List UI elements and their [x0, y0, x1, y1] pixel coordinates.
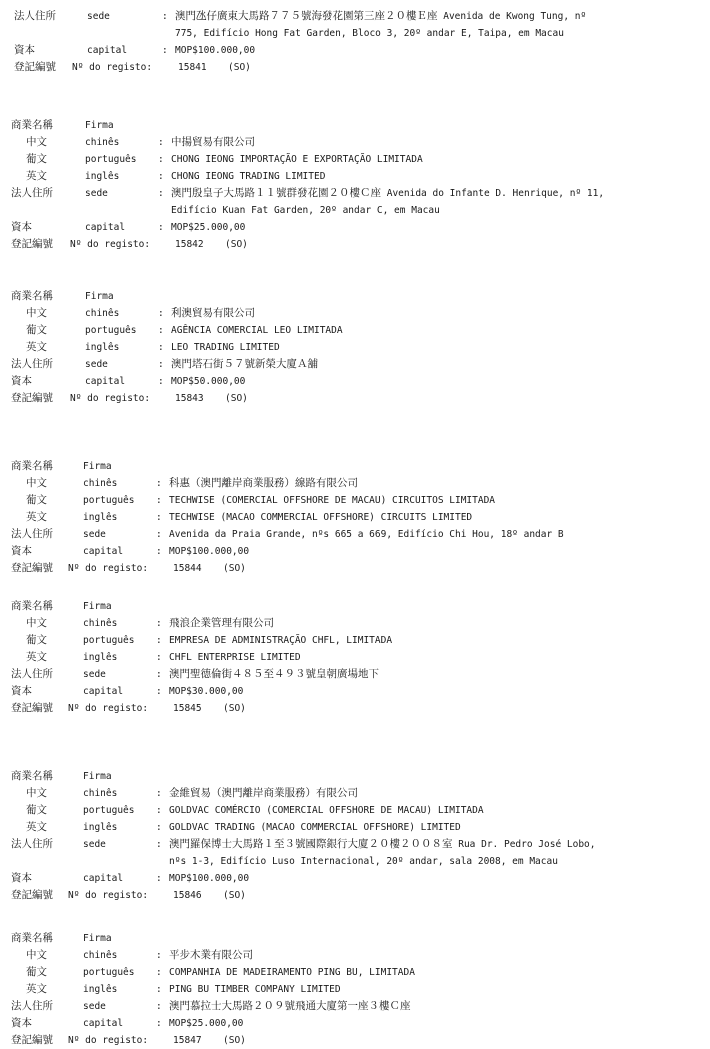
capital-label-pt: capital	[83, 686, 124, 697]
capital-value: MOP$30.000,00	[169, 686, 244, 697]
chines-row	[0, 134, 710, 151]
sede-label-cn: 法人住所	[11, 838, 53, 850]
firma-row	[0, 598, 710, 615]
company-name-portuguese: CHONG IEONG IMPORTAÇÃO E EXPORTAÇÃO LIMITADA	[171, 154, 423, 165]
firma-row	[0, 458, 710, 475]
company-name-english: CHFL ENTERPRISE LIMITED	[169, 652, 301, 663]
ingles-row	[0, 509, 710, 526]
ingles-row	[0, 168, 710, 185]
capital-value: MOP$50.000,00	[171, 376, 246, 387]
sede-value	[171, 356, 318, 373]
registo-number: 15842	[175, 239, 204, 250]
ingles-label-cn: 英文	[26, 341, 47, 353]
registo-number: 15845	[173, 703, 202, 714]
company-name-chinese-text: 飛浪企業管理有限公司	[169, 617, 274, 629]
ingles-label-cn: 英文	[26, 983, 47, 995]
firma-row	[0, 117, 710, 134]
capital-value: MOP$25.000,00	[171, 222, 246, 233]
sede-value-pt: Rua Dr. Pedro José Lobo,	[452, 839, 596, 850]
capital-value: MOP$25.000,00	[169, 1018, 244, 1029]
sede-value	[169, 666, 379, 683]
ingles-label-pt: inglês	[83, 822, 118, 833]
registo-label-cn: 登記編號	[11, 889, 53, 901]
ingles-label-cn: 英文	[26, 511, 47, 523]
firma-row	[0, 930, 710, 947]
colon: :	[162, 45, 168, 56]
colon: :	[158, 376, 164, 387]
registo-number: 15847	[173, 1035, 202, 1046]
chines-label-cn: 中文	[26, 307, 47, 319]
portugues-label-cn: 葡文	[26, 804, 47, 816]
registo-number: 15843	[175, 393, 204, 404]
colon: :	[156, 788, 162, 799]
chines-row	[0, 475, 710, 492]
chines-label-cn: 中文	[26, 136, 47, 148]
ingles-label-cn: 英文	[26, 170, 47, 182]
sede-continuation-row	[0, 202, 710, 219]
ingles-label-cn: 英文	[26, 821, 47, 833]
ingles-label-cn: 英文	[26, 651, 47, 663]
colon: :	[156, 635, 162, 646]
sede-row	[0, 8, 710, 25]
registo-so: (SO)	[225, 393, 248, 404]
registo-label-cn: 登記編號	[11, 238, 53, 250]
portugues-label-pt: português	[83, 967, 135, 978]
registo-number: 15841	[178, 62, 207, 73]
colon: :	[156, 822, 162, 833]
portugues-label-cn: 葡文	[26, 966, 47, 978]
portugues-label-pt: português	[83, 495, 135, 506]
sede-value	[171, 185, 604, 202]
company-name-chinese-text: 金維貿易（澳門離岸商業服務）有限公司	[169, 787, 358, 799]
sede-value	[175, 8, 586, 25]
sede-label-pt: sede	[85, 359, 108, 370]
colon: :	[158, 342, 164, 353]
sede-value-cn: 澳門殷皇子大馬路１１號群發花園２０樓Ｃ座	[171, 187, 381, 199]
company-name-english: PING BU TIMBER COMPANY LIMITED	[169, 984, 341, 995]
colon: :	[156, 618, 162, 629]
capital-label-cn: 資本	[11, 685, 32, 697]
sede-value-cn: 澳門聖德倫街４８５至４９３號皇朝廣場地下	[169, 668, 379, 680]
registo-so: (SO)	[225, 239, 248, 250]
portugues-label-cn: 葡文	[26, 153, 47, 165]
capital-row	[0, 42, 710, 59]
colon: :	[158, 308, 164, 319]
sede-value-pt: Avenida da Praia Grande, nºs 665 a 669, Edifício Chi Hou, 18º andar B	[169, 529, 564, 540]
registo-so: (SO)	[223, 703, 246, 714]
firma-label-cn: 商業名稱	[11, 932, 53, 944]
chines-label-pt: chinês	[85, 308, 120, 319]
registo-label-pt: Nº do registo:	[68, 1035, 149, 1046]
capital-label-pt: capital	[83, 1018, 124, 1029]
colon: :	[156, 512, 162, 523]
colon: :	[156, 873, 162, 884]
colon: :	[156, 495, 162, 506]
ingles-label-pt: inglês	[83, 984, 118, 995]
colon: :	[156, 652, 162, 663]
company-name-portuguese: TECHWISE (COMERCIAL OFFSHORE DE MACAU) CIRCUITOS LIMITADA	[169, 495, 496, 506]
company-name-english: TECHWISE (MACAO COMMERCIAL OFFSHORE) CIRCUITS LIMITED	[169, 512, 473, 523]
sede-row	[0, 998, 710, 1015]
ingles-row	[0, 649, 710, 666]
ingles-row	[0, 819, 710, 836]
chines-label-cn: 中文	[26, 477, 47, 489]
registo-label-pt: Nº do registo:	[72, 62, 153, 73]
sede-label-cn: 法人住所	[11, 528, 53, 540]
registo-row	[0, 236, 710, 253]
firma-label-pt: Firma	[85, 291, 114, 302]
portugues-row	[0, 964, 710, 981]
sede-label-pt: sede	[85, 188, 108, 199]
registo-label-pt: Nº do registo:	[70, 239, 151, 250]
registo-label-cn: 登記編號	[14, 61, 56, 73]
company-name-chinese-text: 利澳貿易有限公司	[171, 307, 255, 319]
capital-value: MOP$100.000,00	[169, 546, 250, 557]
portugues-label-pt: português	[83, 805, 135, 816]
registo-label-pt: Nº do registo:	[70, 393, 151, 404]
sede-label-pt: sede	[83, 529, 106, 540]
registo-so: (SO)	[228, 62, 251, 73]
company-name-chinese	[171, 134, 255, 151]
capital-label-cn: 資本	[11, 872, 32, 884]
company-name-chinese	[169, 615, 274, 632]
registo-label-cn: 登記編號	[11, 562, 53, 574]
colon: :	[158, 171, 164, 182]
sede-label-cn: 法人住所	[11, 358, 53, 370]
ingles-label-pt: inglês	[83, 512, 118, 523]
firma-label-cn: 商業名稱	[11, 460, 53, 472]
colon: :	[156, 1001, 162, 1012]
chines-label-pt: chinês	[83, 478, 118, 489]
colon: :	[158, 137, 164, 148]
colon: :	[156, 805, 162, 816]
colon: :	[156, 984, 162, 995]
firma-label-cn: 商業名稱	[11, 770, 53, 782]
company-name-chinese	[169, 785, 358, 802]
portugues-row	[0, 632, 710, 649]
chines-label-cn: 中文	[26, 787, 47, 799]
sede-row	[0, 356, 710, 373]
company-name-chinese	[171, 305, 255, 322]
company-name-chinese	[169, 947, 253, 964]
registo-label-cn: 登記編號	[11, 702, 53, 714]
registo-row	[0, 560, 710, 577]
sede-value	[169, 998, 411, 1015]
colon: :	[158, 154, 164, 165]
capital-label-pt: capital	[85, 222, 126, 233]
colon: :	[156, 839, 162, 850]
company-name-portuguese: EMPRESA DE ADMINISTRAÇÃO CHFL, LIMITADA	[169, 635, 393, 646]
company-name-chinese-text: 平步木業有限公司	[169, 949, 253, 961]
colon: :	[156, 1018, 162, 1029]
sede-value-pt: Avenida de Kwong Tung, nº	[437, 11, 587, 22]
sede-value-cn: 澳門羅保博士大馬路１至３號國際銀行大廈２０樓２００８室	[169, 838, 453, 850]
colon: :	[158, 222, 164, 233]
registo-number: 15846	[173, 890, 202, 901]
registo-label-pt: Nº do registo:	[68, 890, 149, 901]
sede-continuation: nºs 1-3, Edifício Luso Internacional, 20º andar, sala 2008, em Macau	[169, 856, 558, 867]
sede-row	[0, 185, 710, 202]
colon: :	[156, 669, 162, 680]
company-name-english: GOLDVAC TRADING (MACAO COMMERCIAL OFFSHORE) LIMITED	[169, 822, 461, 833]
colon: :	[156, 967, 162, 978]
capital-row	[0, 543, 710, 560]
company-name-chinese-text: 科惠（澳門離岸商業服務）線路有限公司	[169, 477, 358, 489]
ingles-label-pt: inglês	[83, 652, 118, 663]
sede-label-cn: 法人住所	[11, 1000, 53, 1012]
registo-so: (SO)	[223, 563, 246, 574]
firma-label-cn: 商業名稱	[11, 600, 53, 612]
colon: :	[158, 325, 164, 336]
colon: :	[158, 359, 164, 370]
capital-label-pt: capital	[83, 546, 124, 557]
colon: :	[162, 11, 168, 22]
portugues-row	[0, 322, 710, 339]
sede-label-pt: sede	[83, 839, 106, 850]
sede-label-pt: sede	[87, 11, 110, 22]
company-name-chinese	[169, 475, 358, 492]
company-name-portuguese: AGÊNCIA COMERCIAL LEO LIMITADA	[171, 325, 343, 336]
sede-label-cn: 法人住所	[14, 10, 56, 22]
colon: :	[158, 188, 164, 199]
registo-label-pt: Nº do registo:	[68, 563, 149, 574]
portugues-label-cn: 葡文	[26, 324, 47, 336]
capital-label-pt: capital	[87, 45, 128, 56]
chines-label-pt: chinês	[83, 618, 118, 629]
firma-label-cn: 商業名稱	[11, 119, 53, 131]
firma-label-pt: Firma	[83, 601, 112, 612]
capital-label-cn: 資本	[11, 545, 32, 557]
registo-so: (SO)	[223, 1035, 246, 1046]
capital-row	[0, 373, 710, 390]
company-name-english: LEO TRADING LIMITED	[171, 342, 280, 353]
sede-label-pt: sede	[83, 1001, 106, 1012]
company-name-portuguese: GOLDVAC COMÉRCIO (COMERCIAL OFFSHORE DE MACAU) LIMITADA	[169, 805, 484, 816]
firma-row	[0, 768, 710, 785]
portugues-label-pt: português	[85, 154, 137, 165]
sede-value	[169, 526, 564, 543]
chines-label-cn: 中文	[26, 617, 47, 629]
registo-row	[0, 1032, 710, 1049]
sede-row	[0, 526, 710, 543]
registo-row	[0, 700, 710, 717]
capital-row	[0, 219, 710, 236]
capital-label-cn: 資本	[11, 375, 32, 387]
registo-label-pt: Nº do registo:	[68, 703, 149, 714]
capital-label-cn: 資本	[14, 44, 35, 56]
portugues-label-pt: português	[85, 325, 137, 336]
ingles-label-pt: inglês	[85, 171, 120, 182]
capital-row	[0, 683, 710, 700]
sede-value-cn: 澳門氹仔廣東大馬路７７５號海發花園第三座２０樓Ｅ座	[175, 10, 438, 22]
chines-row	[0, 305, 710, 322]
registo-row	[0, 390, 710, 407]
colon: :	[156, 478, 162, 489]
chines-row	[0, 785, 710, 802]
sede-label-cn: 法人住所	[11, 668, 53, 680]
company-name-chinese-text: 中揚貿易有限公司	[171, 136, 255, 148]
capital-value: MOP$100.000,00	[175, 45, 256, 56]
capital-value: MOP$100.000,00	[169, 873, 250, 884]
sede-continuation-row	[0, 25, 710, 42]
company-name-english: CHONG IEONG TRADING LIMITED	[171, 171, 326, 182]
firma-label-pt: Firma	[83, 461, 112, 472]
sede-row	[0, 666, 710, 683]
sede-value-cn: 澳門慕拉士大馬路２０９號飛通大廈第一座３樓Ｃ座	[169, 1000, 411, 1012]
colon: :	[156, 529, 162, 540]
capital-label-cn: 資本	[11, 1017, 32, 1029]
chines-label-pt: chinês	[83, 788, 118, 799]
portugues-row	[0, 151, 710, 168]
colon: :	[156, 546, 162, 557]
portugues-row	[0, 802, 710, 819]
capital-row	[0, 870, 710, 887]
portugues-label-pt: português	[83, 635, 135, 646]
firma-label-pt: Firma	[83, 771, 112, 782]
colon: :	[156, 950, 162, 961]
capital-label-pt: capital	[85, 376, 126, 387]
firma-label-pt: Firma	[83, 933, 112, 944]
portugues-row	[0, 492, 710, 509]
ingles-row	[0, 981, 710, 998]
registo-label-cn: 登記編號	[11, 392, 53, 404]
chines-label-pt: chinês	[85, 137, 120, 148]
ingles-row	[0, 339, 710, 356]
registo-label-cn: 登記編號	[11, 1034, 53, 1046]
portugues-label-cn: 葡文	[26, 634, 47, 646]
capital-label-cn: 資本	[11, 221, 32, 233]
capital-row	[0, 1015, 710, 1032]
sede-label-pt: sede	[83, 669, 106, 680]
registo-number: 15844	[173, 563, 202, 574]
sede-value	[169, 836, 596, 853]
chines-label-pt: chinês	[83, 950, 118, 961]
registo-row	[0, 59, 710, 76]
sede-row	[0, 836, 710, 853]
sede-value-cn: 澳門塔石街５７號新榮大廈Ａ舖	[171, 358, 318, 370]
company-name-portuguese: COMPANHIA DE MADEIRAMENTO PING BU, LIMITADA	[169, 967, 415, 978]
firma-label-pt: Firma	[85, 120, 114, 131]
registo-row	[0, 887, 710, 904]
portugues-label-cn: 葡文	[26, 494, 47, 506]
firma-row	[0, 288, 710, 305]
sede-label-cn: 法人住所	[11, 187, 53, 199]
chines-label-cn: 中文	[26, 949, 47, 961]
sede-value-pt: Avenida do Infante D. Henrique, nº 11,	[381, 188, 605, 199]
sede-continuation: 775, Edifício Hong Fat Garden, Bloco 3, 20º andar E, Taipa, em Macau	[175, 28, 564, 39]
ingles-label-pt: inglês	[85, 342, 120, 353]
registo-so: (SO)	[223, 890, 246, 901]
chines-row	[0, 615, 710, 632]
capital-label-pt: capital	[83, 873, 124, 884]
chines-row	[0, 947, 710, 964]
sede-continuation-row	[0, 853, 710, 870]
colon: :	[156, 686, 162, 697]
sede-continuation: Edifício Kuan Fat Garden, 20º andar C, em Macau	[171, 205, 440, 216]
firma-label-cn: 商業名稱	[11, 290, 53, 302]
